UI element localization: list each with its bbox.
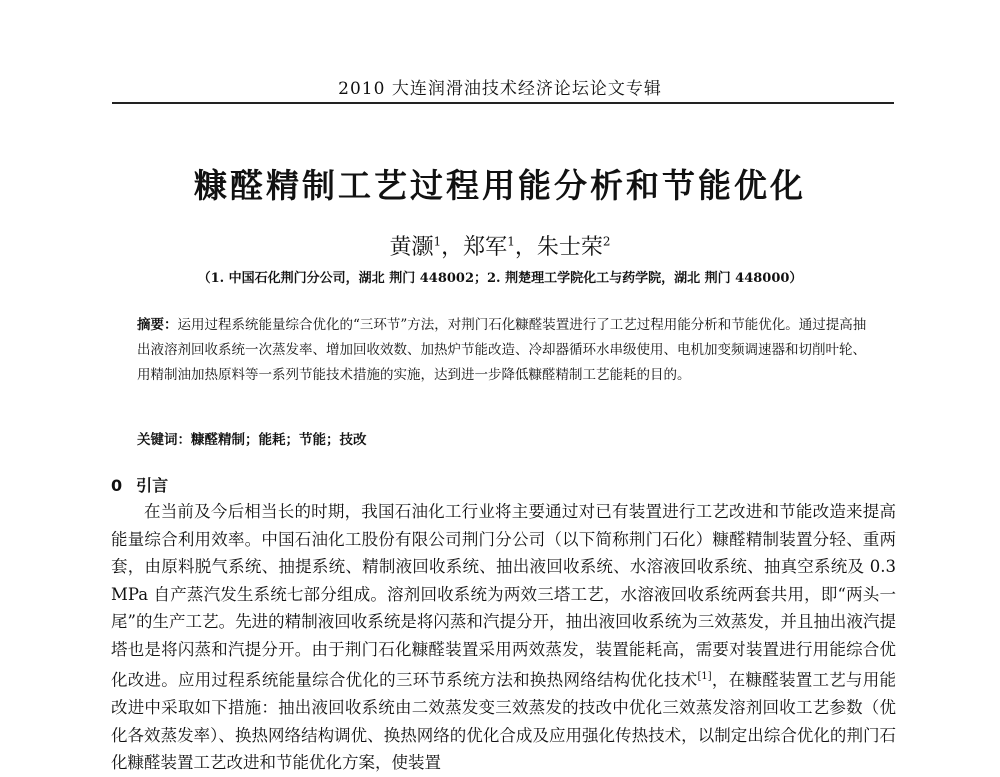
keywords	[137, 428, 872, 448]
body-paragraph	[111, 498, 896, 777]
journal-header: 2010 大连润滑油技术经济论坛论文专辑	[338, 79, 662, 99]
section-number: 0	[111, 476, 123, 495]
author-separator: ，	[514, 235, 537, 260]
author-1-affil: 1	[433, 234, 442, 249]
affiliation: （1. 中国石化荆门分公司，湖北 荆门 448002；2. 荆楚理工学院化工与药学院，湖北 荆门 448000）	[197, 271, 803, 286]
abstract-text: 运用过程系统能量综合优化的“三环节”方法，对荆门石化糠醛装置进行了工艺过程用能分析和节能优化。通过提高抽出液溶剂回收系统一次蒸发率、增加回收效数、加热炉节能改造、冷却器循环水串级使用、电机加变频调速器和切削叶轮、用精制油加热原料等一系列节能技术措施的实施，达到进一步降低糠醛精制工艺能耗的目的。	[137, 317, 867, 383]
keywords-label: 关键词：	[137, 432, 191, 448]
abstract-label: 摘要：	[137, 317, 178, 333]
author-2: 郑军	[463, 235, 508, 260]
author-separator: ，	[441, 235, 464, 260]
author-line	[0, 230, 1000, 261]
header-rule	[112, 102, 894, 104]
abstract	[137, 313, 872, 388]
section-title: 引言	[136, 476, 169, 495]
author-2-affil: 1	[507, 234, 515, 249]
body-text-part1: 在当前及今后相当长的时期，我国石油化工行业将主要通过对已有装置进行工艺改进和节能改造来提高能量综合利用效率。中国石油化工股份有限公司荆门分公司（以下简称荆门石化）糠醛精制装置分轻、重两套，由原料脱气系统、抽提系统、精制液回收系统、抽出液回收系统、水溶液回收系统、抽真空系统及 0.3 MPa 自产蒸汽发生系统七部分组成。溶剂回收系统为两效三塔工艺，水溶液回收系统两套共用，即“两头一尾”的生产工艺。先进的精制液回收系统是将闪蒸和汽提分开，抽出液回收系统为三效蒸发，并且抽出液汽提塔也是将闪蒸和汽提分开。由于荆门石化糠醛装置采用两效蒸发，装置能耗高，需要对装置进行用能综合优化改进。应用过程系统能量综合优化的三环节系统方法和换热网络结构优化技术	[111, 502, 896, 690]
author-1: 黄灏	[389, 235, 434, 260]
author-3: 朱士荣	[536, 235, 603, 260]
paper-title: 糠醛精制工艺过程用能分析和节能优化	[194, 166, 806, 205]
citation-ref[interactable]: [1]	[697, 671, 712, 682]
author-3-affil: 2	[602, 234, 611, 249]
section-heading	[111, 473, 168, 496]
body-text-part2: ，在糠醛装置工艺与用能改进中采取如下措施：抽出液回收系统由二效蒸发变三效蒸发的技改中优化三效蒸发溶剂回收工艺参数（优化各效蒸发率）、换热网络结构调优、换热网络的优化合成及应用强化传热技术，以制定出综合优化的荆门石化糠醛装置工艺改进和节能优化方案，使装置	[111, 670, 897, 772]
keywords-text: 糠醛精制；能耗；节能；技改	[191, 432, 367, 448]
